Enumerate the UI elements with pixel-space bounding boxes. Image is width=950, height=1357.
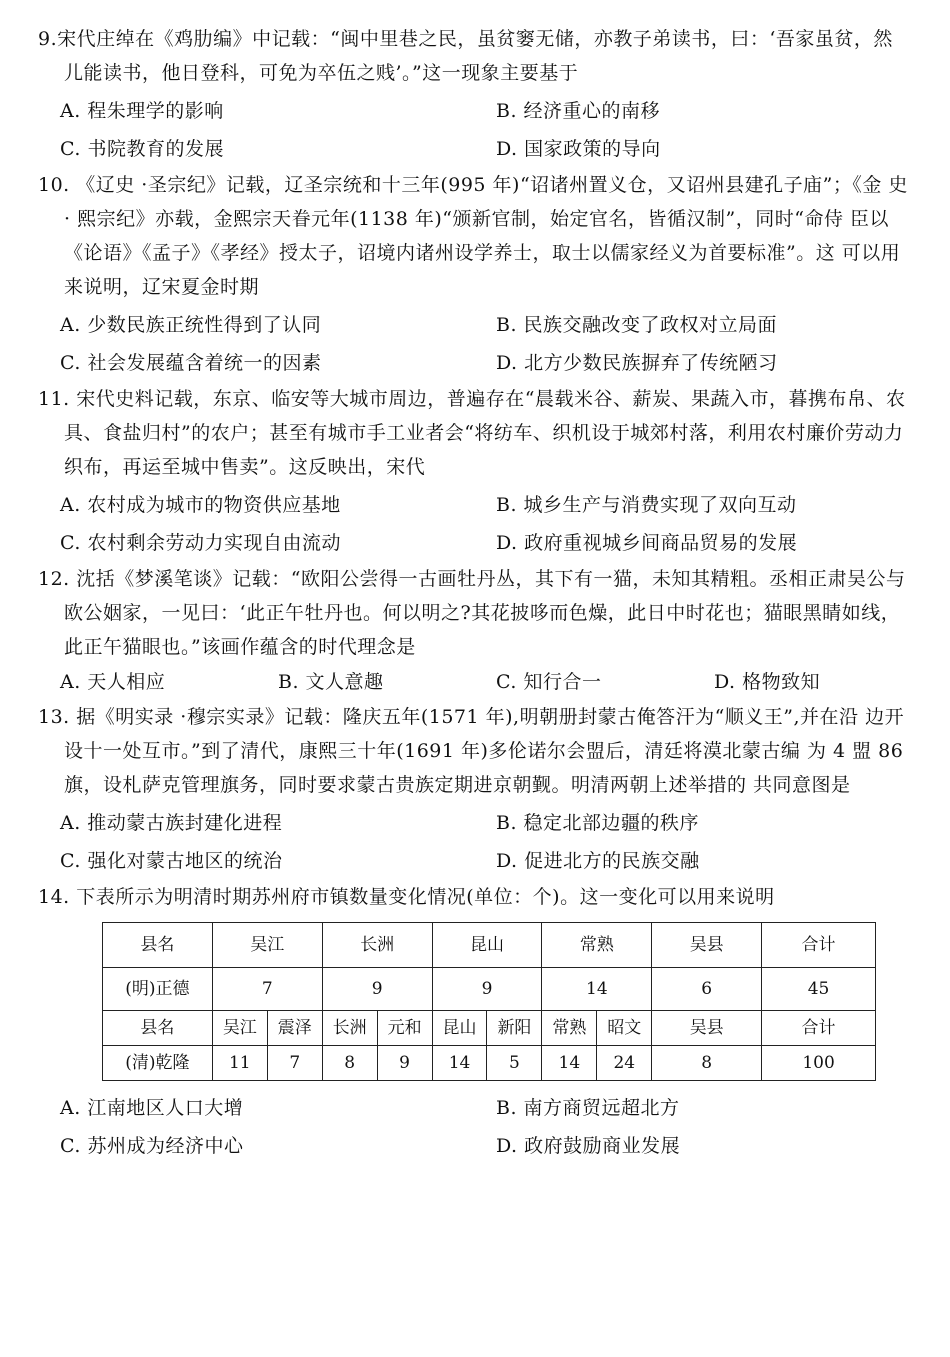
table-cell: 5 bbox=[487, 1046, 542, 1081]
options bbox=[38, 486, 912, 562]
question-stem: 13. 据《明实录 ·穆宗实录》记载：隆庆五年(1571 年),明朝册封蒙古俺答汗为“顺义王”,并在沿 边开设十一处互市。”到了清代，康熙三十年(1691 年)多伦诺尔会盟后，清廷将漠北蒙古编 为 4 盟 86 旗，设札萨克管理旗务，同时要求蒙古贵族定期进京朝觐。明清两朝上述举措的 共同意图是 bbox=[38, 706, 905, 796]
table-cell: 吴江 bbox=[212, 1011, 267, 1046]
table-cell: 14 bbox=[432, 1046, 487, 1081]
option-b[interactable]: B. 稳定北部边疆的秩序 bbox=[496, 812, 700, 834]
table-row-ming-values bbox=[103, 968, 876, 1011]
table-cell: (明)正德 bbox=[103, 968, 213, 1011]
option-a[interactable]: A. 程朱理学的影响 bbox=[60, 100, 224, 122]
option-a[interactable]: A. 推动蒙古族封建化进程 bbox=[60, 812, 283, 834]
table-cell: 吴县 bbox=[652, 1011, 762, 1046]
option-d[interactable]: D. 政府鼓励商业发展 bbox=[496, 1135, 681, 1157]
table-cell: 7 bbox=[212, 968, 322, 1011]
options bbox=[38, 664, 912, 700]
table-cell: 昆山 bbox=[432, 923, 542, 968]
table-cell: 震泽 bbox=[267, 1011, 322, 1046]
table-cell: 吴江 bbox=[212, 923, 322, 968]
option-a[interactable]: A. 少数民族正统性得到了认同 bbox=[60, 314, 322, 336]
table-row-ming-header bbox=[103, 923, 876, 968]
option-b[interactable]: B. 城乡生产与消费实现了双向互动 bbox=[496, 494, 797, 516]
question-11 bbox=[38, 382, 912, 562]
table-cell: (清)乾隆 bbox=[103, 1046, 213, 1081]
option-d[interactable]: D. 国家政策的导向 bbox=[496, 138, 661, 160]
option-a[interactable]: A. 江南地区人口大增 bbox=[60, 1097, 244, 1119]
options bbox=[38, 306, 912, 382]
question-13 bbox=[38, 700, 912, 880]
question-9 bbox=[38, 22, 912, 168]
question-stem: 9.宋代庄绰在《鸡肋编》中记载：“闽中里巷之民，虽贫窭无储，亦教子弟读书，曰：‘吾家虽贫，然 儿能读书，他日登科，可免为卒伍之贱’。”这一现象主要基于 bbox=[38, 28, 893, 84]
table-cell: 昭文 bbox=[597, 1011, 652, 1046]
table-cell: 县名 bbox=[103, 923, 213, 968]
option-c[interactable]: C. 社会发展蕴含着统一的因素 bbox=[60, 352, 322, 374]
table-cell: 100 bbox=[762, 1046, 876, 1081]
question-stem: 10. 《辽史 ·圣宗纪》记载，辽圣宗统和十三年(995 年)“诏诸州置义仓，又诏州县建孔子庙”；《金 史 · 熙宗纪》亦载，金熙宗天眷元年(1138 年)“颁新官制，始定官名，皆循汉制”，同时“命侍 臣以《论语》《孟子》《孝经》授太子，诏境内诸州设学养士，取士以儒家经义为首要标准”。这 可以用来说明，辽宋夏金时期 bbox=[38, 174, 908, 298]
table-cell: 7 bbox=[267, 1046, 322, 1081]
table-row-qing-header bbox=[103, 1011, 876, 1046]
table-cell: 长洲 bbox=[322, 1011, 377, 1046]
table-cell: 合计 bbox=[762, 1011, 876, 1046]
option-b[interactable]: B. 经济重心的南移 bbox=[496, 100, 661, 122]
table-cell: 9 bbox=[432, 968, 542, 1011]
option-c[interactable]: C. 苏州成为经济中心 bbox=[60, 1135, 244, 1157]
table-cell: 常熟 bbox=[542, 923, 652, 968]
table-cell: 9 bbox=[377, 1046, 432, 1081]
exam-page bbox=[38, 22, 912, 1165]
table-cell: 昆山 bbox=[432, 1011, 487, 1046]
question-stem: 14. 下表所示为明清时期苏州府市镇数量变化情况(单位：个)。这一变化可以用来说明 bbox=[38, 886, 775, 908]
options bbox=[38, 1089, 912, 1165]
table-cell: 14 bbox=[542, 968, 652, 1011]
option-c[interactable]: C. 农村剩余劳动力实现自由流动 bbox=[60, 532, 341, 554]
table-cell: 长洲 bbox=[322, 923, 432, 968]
option-b[interactable]: B. 民族交融改变了政权对立局面 bbox=[496, 314, 778, 336]
question-12 bbox=[38, 562, 912, 700]
table-cell: 45 bbox=[762, 968, 876, 1011]
table-cell: 常熟 bbox=[542, 1011, 597, 1046]
table-cell: 11 bbox=[212, 1046, 267, 1081]
question-stem: 11. 宋代史料记载，东京、临安等大城市周边，普遍存在“晨载米谷、薪炭、果蔬入市，暮携布帛、农具、食盐归村”的农户；甚至有城市手工业者会“将纺车、织机设于城郊村落，利用农村廉价劳动力织布，再运至城中售卖”。这反映出，宋代 bbox=[38, 388, 906, 478]
option-c[interactable]: C. 知行合一 bbox=[496, 671, 602, 693]
option-c[interactable]: C. 强化对蒙古地区的统治 bbox=[60, 850, 283, 872]
option-a[interactable]: A. 天人相应 bbox=[60, 671, 166, 693]
options bbox=[38, 92, 912, 168]
table-cell: 6 bbox=[652, 968, 762, 1011]
table-cell: 新阳 bbox=[487, 1011, 542, 1046]
table-cell: 9 bbox=[322, 968, 432, 1011]
options bbox=[38, 804, 912, 880]
option-d[interactable]: D. 格物致知 bbox=[714, 671, 821, 693]
table-cell: 合计 bbox=[762, 923, 876, 968]
table-cell: 24 bbox=[597, 1046, 652, 1081]
option-b[interactable]: B. 南方商贸远超北方 bbox=[496, 1097, 680, 1119]
option-a[interactable]: A. 农村成为城市的物资供应基地 bbox=[60, 494, 341, 516]
option-d[interactable]: D. 促进北方的民族交融 bbox=[496, 850, 700, 872]
table-cell: 8 bbox=[322, 1046, 377, 1081]
option-b[interactable]: B. 文人意趣 bbox=[278, 671, 384, 693]
question-14 bbox=[38, 880, 912, 1165]
option-c[interactable]: C. 书院教育的发展 bbox=[60, 138, 224, 160]
table-cell: 县名 bbox=[103, 1011, 213, 1046]
option-d[interactable]: D. 北方少数民族摒弃了传统陋习 bbox=[496, 352, 778, 374]
market-town-table bbox=[102, 922, 876, 1081]
table-cell: 吴县 bbox=[652, 923, 762, 968]
table-cell: 元和 bbox=[377, 1011, 432, 1046]
option-d[interactable]: D. 政府重视城乡间商品贸易的发展 bbox=[496, 532, 798, 554]
question-10 bbox=[38, 168, 912, 382]
table-row-qing-values bbox=[103, 1046, 876, 1081]
table-cell: 14 bbox=[542, 1046, 597, 1081]
question-stem: 12. 沈括《梦溪笔谈》记载：“欧阳公尝得一古画牡丹丛，其下有一猫，未知其精粗。丞相正肃吴公与欧公姻家，一见曰：‘此正午牡丹也。何以明之?其花披哆而色燥，此日中时花也；猫眼黑睛如线，此正午猫眼也。”该画作蕴含的时代理念是 bbox=[38, 568, 906, 658]
table-cell: 8 bbox=[652, 1046, 762, 1081]
